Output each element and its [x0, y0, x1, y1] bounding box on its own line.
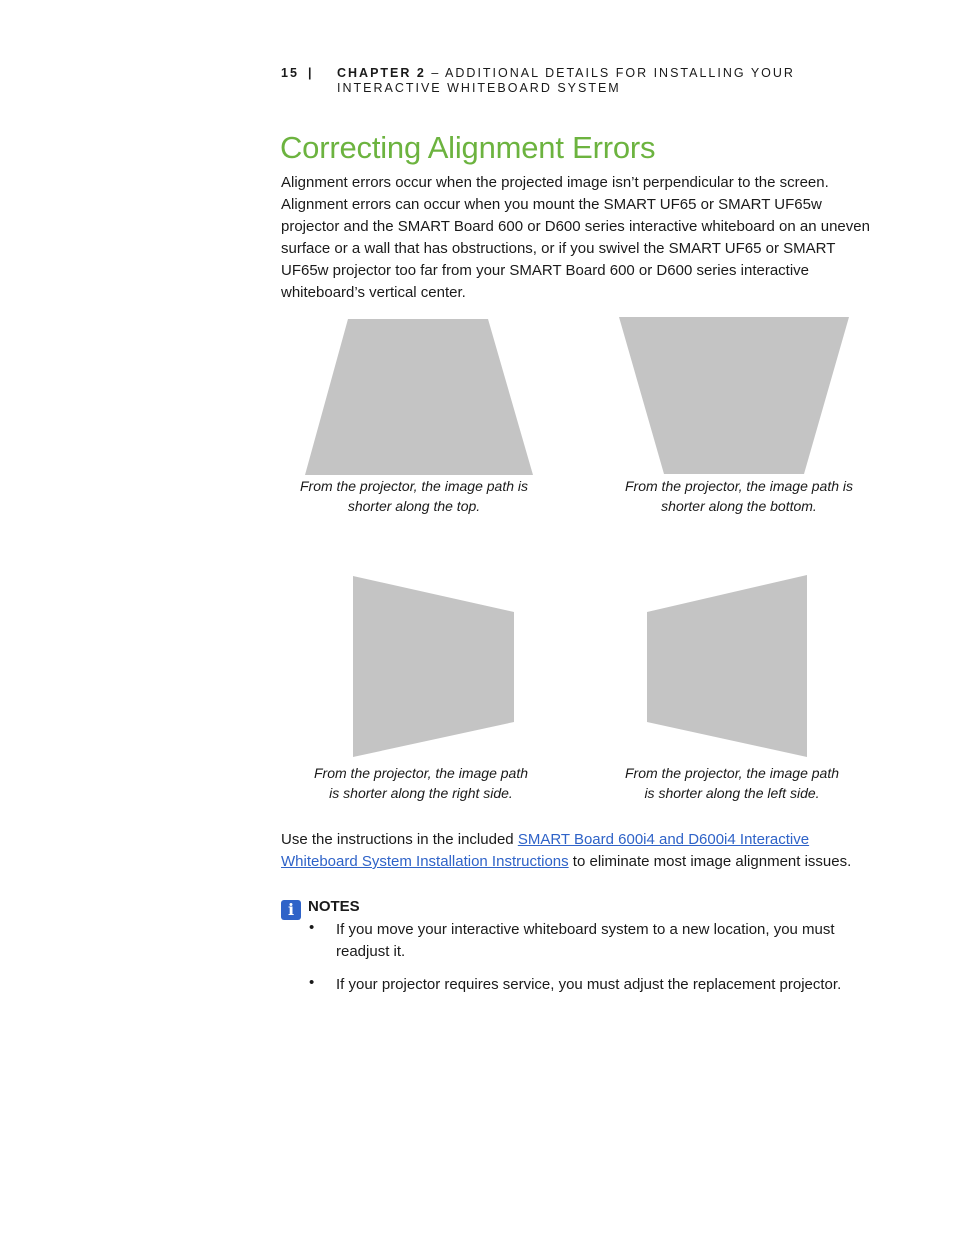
keystone-bottom-figure [615, 314, 855, 478]
installation-instructions-link[interactable]: SMART Board 600i4 and D600i4 Interactive Whiteboard System Installation Instructions [281, 831, 810, 870]
bullet-icon: • [309, 919, 315, 936]
trapezoid-shape [619, 317, 849, 474]
chapter-title: – ADDITIONAL DETAILS FOR INSTALLING YOUR INTERACTIVE WHITEBOARD SYSTEM [337, 66, 795, 95]
info-icon: i [281, 900, 301, 920]
notes-title: NOTES [308, 898, 360, 915]
figure-caption-right: From the projector, the image path is shorter along the right side. [314, 765, 528, 801]
note-item: If you move your interactive whiteboard system to a new location, you must readjust it. [336, 921, 835, 960]
keystone-right-figure [348, 572, 520, 762]
trapezoid-shape [353, 576, 514, 757]
figure-caption-bottom: From the projector, the image path is shorter along the bottom. [625, 478, 853, 514]
instructions-paragraph: Use the instructions in the included SMART Board 600i4 and D600i4 Interactive Whiteboard System Installation Instructions to eliminate most image alignment issues. [281, 831, 852, 870]
keystone-left-figure [642, 572, 814, 762]
section-title: Correcting Alignment Errors [280, 130, 656, 165]
intro-paragraph: Alignment errors occur when the projected image isn’t perpendicular to the screen. Alignment errors can occur when you mount the SMART UF65 or SMART UF65w projector and the SMART Board 600 or D600 series interactive whiteboard on an uneven surface or a wall that has obstructions, or if you swivel the SMART UF65 or SMART UF65w projector too far from your SMART Board 600 or D600 series interactive whiteboard’s vertical center. [281, 174, 870, 301]
trapezoid-shape [647, 575, 807, 757]
chapter-heading [337, 66, 897, 96]
trapezoid-shape [305, 319, 533, 475]
chapter-label: CHAPTER 2 [337, 66, 426, 80]
note-item: If your projector requires service, you must adjust the replacement projector. [336, 976, 842, 993]
header-separator: | [308, 66, 314, 80]
figure-caption-left: From the projector, the image path is shorter along the left side. [625, 765, 839, 801]
figure-caption-top: From the projector, the image path is shorter along the top. [300, 478, 528, 514]
page-number: 15 [281, 66, 299, 80]
bullet-icon: • [309, 974, 315, 991]
keystone-top-figure [300, 316, 540, 478]
